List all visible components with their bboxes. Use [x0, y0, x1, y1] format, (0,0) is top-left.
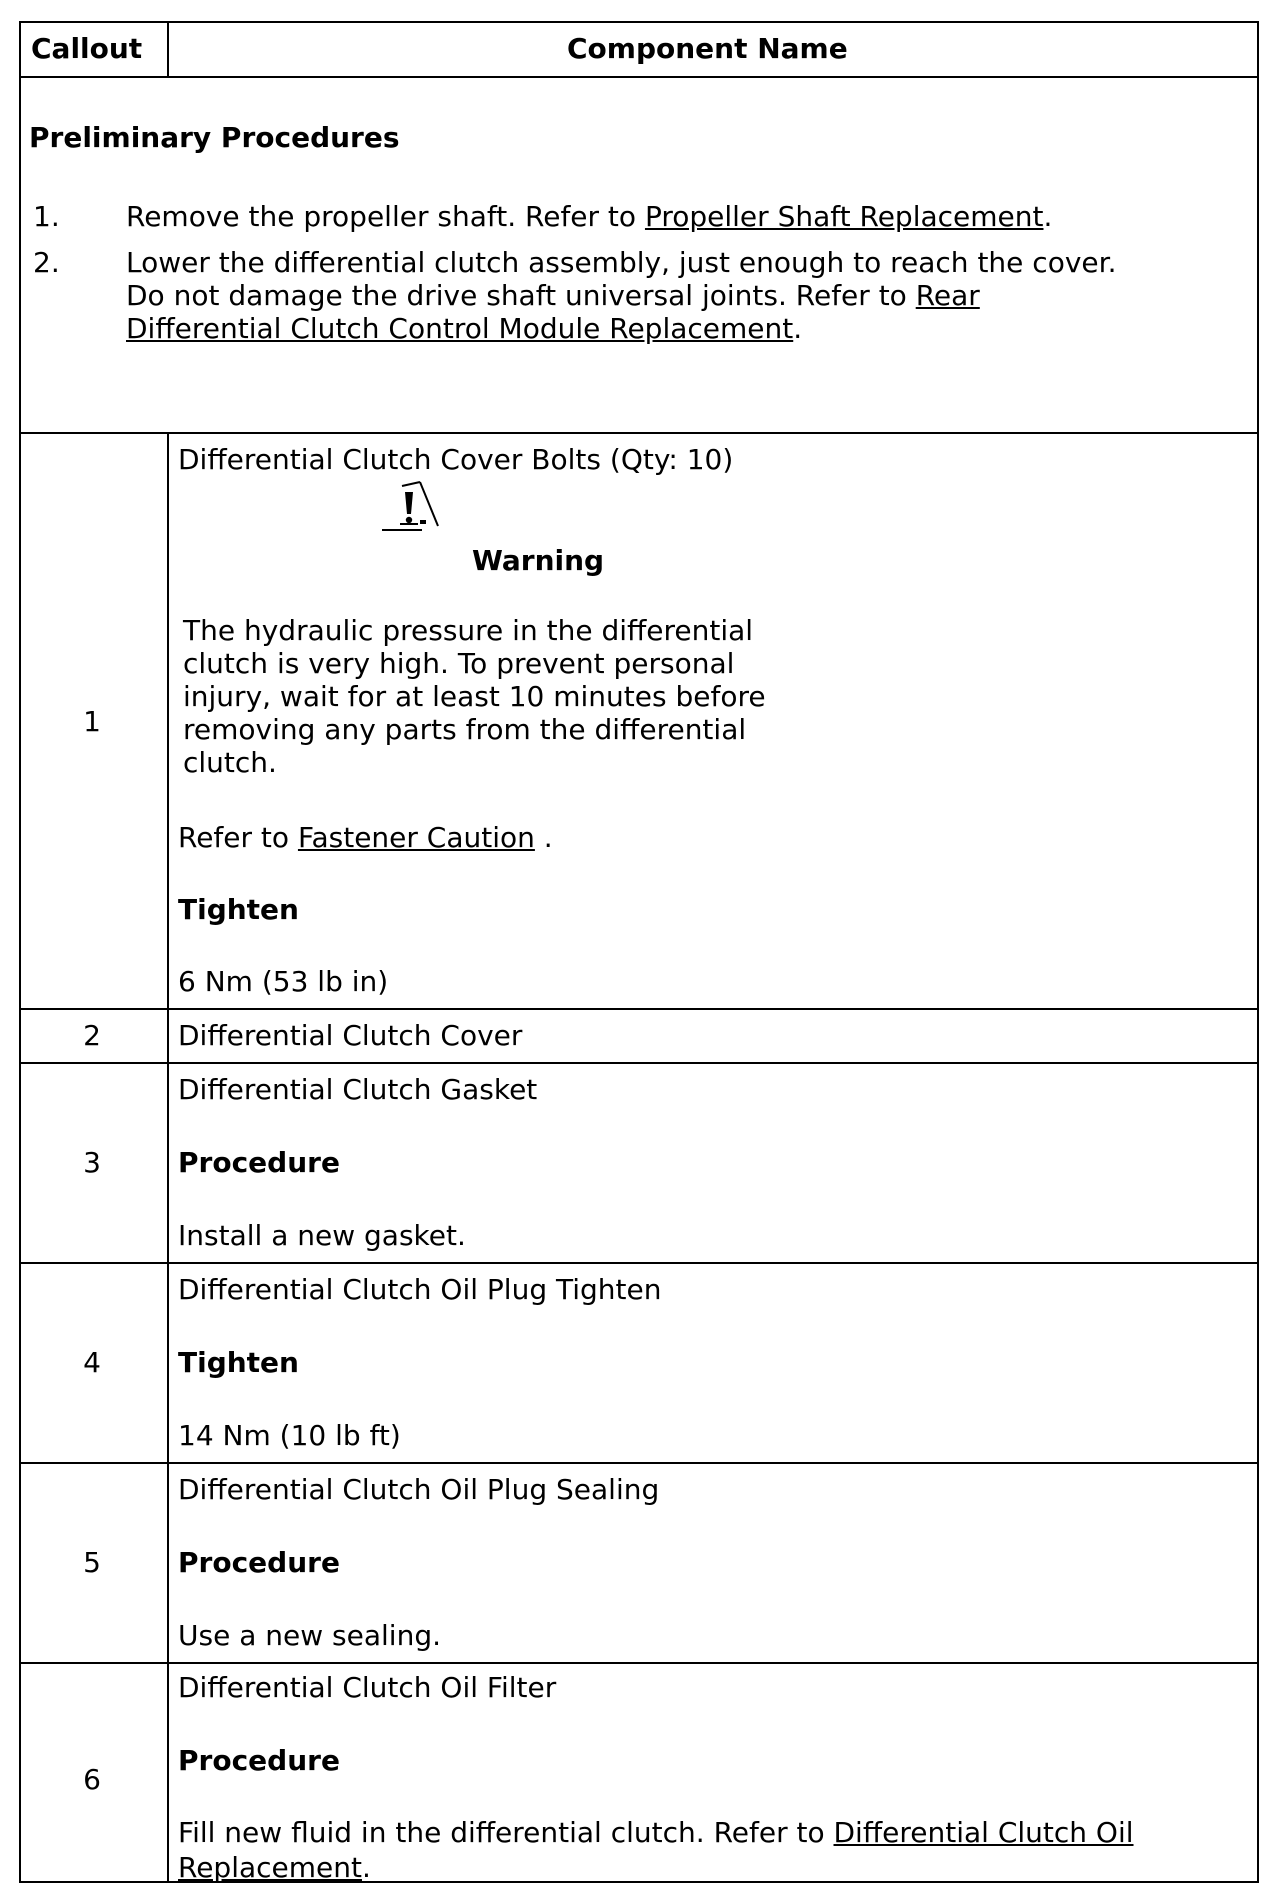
callout-4: 4 [83, 1346, 101, 1379]
replacement-link[interactable]: Replacement [178, 1851, 362, 1884]
row-3-subheading: Procedure [178, 1146, 340, 1179]
row-6-value-line-2 [178, 1851, 371, 1885]
callout-6: 6 [83, 1763, 101, 1796]
propeller-shaft-link[interactable]: Propeller Shaft Replacement [644, 200, 1044, 233]
row-6-name: Differential Clutch Oil Filter [178, 1671, 557, 1704]
differential-clutch-oil-link[interactable]: Differential Clutch Oil [833, 1816, 1134, 1849]
row-2-name: Differential Clutch Cover [178, 1019, 523, 1052]
callout-5: 5 [83, 1546, 101, 1579]
component-name-header: Component Name [567, 32, 848, 65]
row-1-refer [178, 821, 553, 855]
row-5-subheading: Procedure [178, 1546, 340, 1579]
warning-line-1: The hydraulic pressure in the differential [183, 614, 754, 647]
warning-line-5: clutch. [183, 746, 277, 779]
header-divider [21, 76, 1257, 78]
row-4-divider [21, 1462, 1257, 1464]
row-1-divider [21, 1008, 1257, 1010]
row-5-divider [21, 1662, 1257, 1664]
step-2-period: . [793, 312, 803, 345]
step-2-number: 2. [33, 246, 60, 279]
preliminary-divider [21, 432, 1257, 434]
callout-2: 2 [83, 1019, 101, 1052]
step-2-line-3 [126, 312, 802, 346]
warning-icon [380, 480, 442, 534]
callout-header: Callout [31, 32, 143, 65]
step-1-body: Remove the propeller shaft. Refer to [126, 200, 645, 233]
rows-column-divider [167, 432, 169, 1883]
fastener-caution-link[interactable]: Fastener Caution [297, 821, 535, 854]
warning-line-2: clutch is very high. To prevent personal [183, 647, 735, 680]
row-6-subheading: Procedure [178, 1744, 340, 1777]
warning-label: Warning [472, 544, 605, 577]
row-4-subheading: Tighten [178, 1346, 299, 1379]
row-5-name: Differential Clutch Oil Plug Sealing [178, 1473, 660, 1506]
step-2-body: Do not damage the drive shaft universal joints. Refer to [126, 279, 916, 312]
callout-3: 3 [83, 1146, 101, 1179]
refer-prefix: Refer to [178, 821, 298, 854]
row-1-name: Differential Clutch Cover Bolts (Qty: 10) [178, 443, 734, 476]
rear-differential-link[interactable]: Differential Clutch Control Module Replacement [126, 312, 794, 345]
header-column-divider [167, 23, 169, 76]
row-3-divider [21, 1262, 1257, 1264]
row-4-name: Differential Clutch Oil Plug Tighten [178, 1273, 662, 1306]
callout-1: 1 [83, 705, 101, 738]
refer-suffix: . [534, 821, 553, 854]
step-1-text [126, 200, 1052, 234]
row-2-divider [21, 1062, 1257, 1064]
row-4-value: 14 Nm (10 lb ft) [178, 1419, 401, 1452]
step-1-period: . [1043, 200, 1053, 233]
row-3-value: Install a new gasket. [178, 1219, 466, 1252]
preliminary-title: Preliminary Procedures [29, 121, 400, 154]
row-1-value: 6 Nm (53 lb in) [178, 965, 389, 998]
step-2-line-1: Lower the differential clutch assembly, just enough to reach the cover. [126, 246, 1117, 279]
row-5-value: Use a new sealing. [178, 1619, 441, 1652]
row-1-subheading: Tighten [178, 893, 299, 926]
row-6-period: . [361, 1851, 371, 1884]
row-3-name: Differential Clutch Gasket [178, 1073, 538, 1106]
row-6-value-text: Fill new fluid in the differential clutch. Refer to [178, 1816, 834, 1849]
rear-link-start[interactable]: Rear [915, 279, 980, 312]
warning-line-3: injury, wait for at least 10 minutes before [183, 680, 766, 713]
step-1-number: 1. [33, 200, 60, 233]
row-6-value-line-1 [178, 1816, 1134, 1850]
step-2-line-2 [126, 279, 980, 313]
warning-line-4: removing any parts from the differential [183, 713, 747, 746]
